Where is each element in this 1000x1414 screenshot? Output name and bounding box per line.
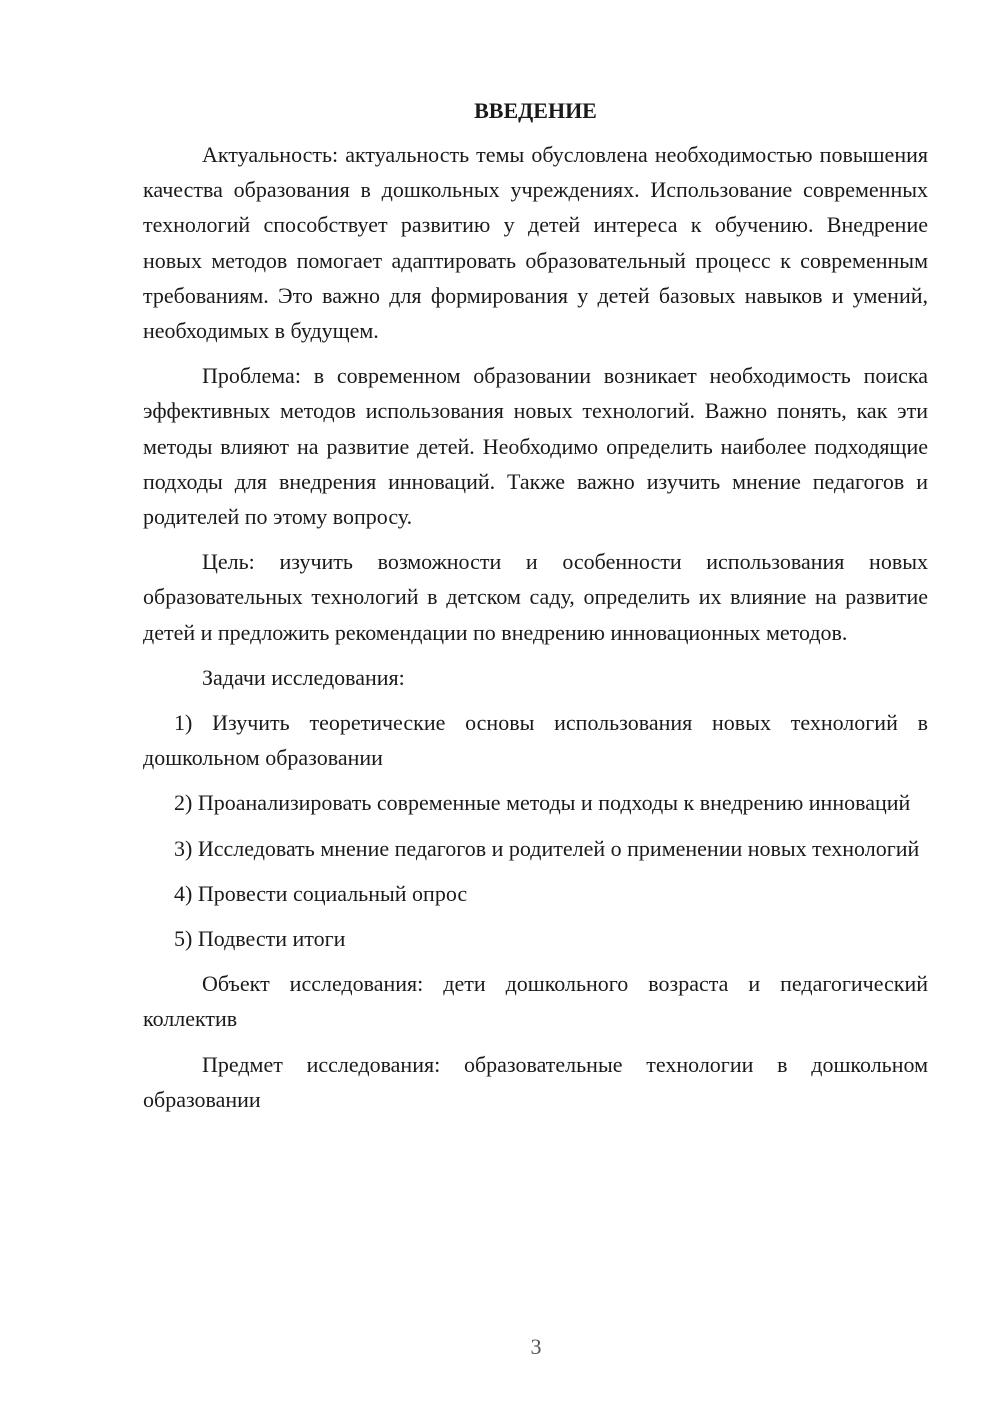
- page-content: [143, 96, 928, 1127]
- tasks-heading: Задачи исследования:: [202, 664, 405, 690]
- paragraph-goal: Цель: изучить возможности и особенности использования новых образовательных технологий в детском саду, определить их влияние на развитие детей и предложить рекомендации по внедрению инновационных методов.: [143, 549, 928, 645]
- paragraph-subject: Предмет исследования: образовательные технологии в дошкольном образовании: [143, 1051, 928, 1112]
- task-item-2: 2) Проанализировать современные методы и подходы к внедрению инноваций: [174, 790, 911, 816]
- paragraph-relevance: Актуальность: актуальность темы обусловлена необходимостью повышения качества образования в дошкольных учреждениях. Использование современных технологий способствует развитию у детей интереса к обучению. Внедрение новых методов помогает адаптировать образовательный процесс к современным требованиям. Это важно для формирования у детей базовых навыков и умений, необходимых в будущем.: [143, 142, 928, 344]
- page-number: 3: [530, 1334, 542, 1359]
- task-item-1: 1) Изучить теоретические основы использования новых технологий в дошкольном образовании: [143, 710, 928, 771]
- task-item-5: 5) Подвести итоги: [174, 926, 346, 952]
- page-title: ВВЕДЕНИЕ: [474, 98, 597, 123]
- task-item-3: 3) Исследовать мнение педагогов и родителей о применении новых технологий: [174, 835, 920, 861]
- task-item-4: 4) Провести социальный опрос: [174, 880, 468, 906]
- paragraph-object: Объект исследования: дети дошкольного возраста и педагогический коллектив: [143, 971, 928, 1032]
- paragraph-problem: Проблема: в современном образовании возникает необходимость поиска эффективных методов использования новых технологий. Важно понять, как эти методы влияют на развитие детей. Необходимо определить наиболее подходящие подходы для внедрения инноваций. Также важно изучить мнение педагогов и родителей по этому вопросу.: [143, 363, 928, 530]
